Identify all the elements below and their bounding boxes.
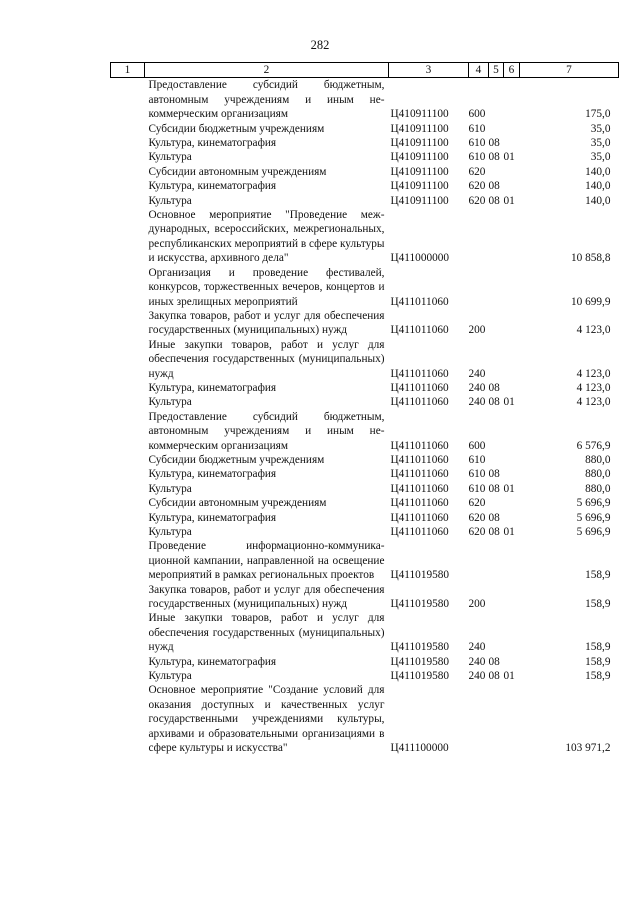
row-description: Культура, кинематография [148, 511, 277, 524]
row-subsection [504, 511, 520, 525]
row-amount: 880,0 [585, 453, 611, 466]
row-expense-type [469, 208, 489, 266]
row-expense-type [469, 683, 489, 755]
row-amount: 880,0 [585, 482, 611, 495]
table-row [111, 482, 619, 496]
cell-empty [111, 410, 145, 453]
row-description: Закупка товаров, работ и услуг для обеспечения государственных (муниципальных) нужд [148, 583, 385, 611]
row-description: Субсидии бюджетным учреждениям [148, 453, 325, 466]
row-code: Ц411019580 [390, 641, 450, 654]
cell-empty [111, 150, 145, 164]
row-description: Основное мероприятие "Создание условий для оказания доступных и качественных услуг государственными учреждениями культуры, архивами и образовательными организациями в сфере культуры и искусства" [148, 684, 385, 755]
row-description: Культура [148, 151, 192, 164]
row-subsection: 01 [503, 194, 515, 207]
row-section [489, 583, 504, 612]
row-amount: 5 696,9 [576, 511, 611, 524]
row-amount: 35,0 [590, 122, 611, 135]
row-amount: 158,9 [585, 641, 611, 654]
row-section [489, 78, 504, 122]
row-description: Предоставление субсидий бюджетным, автономным учреждениям и иным некоммерческим организациям [148, 410, 385, 452]
cell-empty [111, 165, 145, 179]
table-row [111, 496, 619, 510]
row-section [489, 266, 504, 309]
row-code: Ц411019580 [390, 655, 450, 668]
row-code: Ц411011060 [390, 439, 449, 452]
table-row [111, 122, 619, 136]
row-description: Культура, кинематография [148, 180, 277, 193]
row-description: Проведение информационно-коммуникационной кампании, направленной на освещение мероприятий в рамках региональных проектов [148, 540, 385, 582]
header-col-5: 5 [489, 63, 504, 78]
row-amount: 10 699,9 [570, 295, 611, 308]
table-row [111, 179, 619, 193]
row-expense-type: 610 [468, 453, 486, 466]
row-expense-type: 610 [468, 482, 486, 495]
header-row [111, 63, 619, 78]
row-amount: 4 123,0 [576, 396, 611, 409]
row-section [489, 122, 504, 136]
row-subsection: 01 [503, 151, 515, 164]
cell-empty [111, 453, 145, 467]
table-row [111, 583, 619, 612]
table-row [111, 395, 619, 409]
row-amount: 140,0 [585, 194, 611, 207]
row-amount: 10 858,8 [570, 252, 611, 265]
row-code: Ц411011060 [390, 295, 449, 308]
row-section [489, 539, 504, 582]
row-section: 08 [488, 194, 500, 207]
cell-empty [111, 583, 145, 612]
row-expense-type: 620 [468, 497, 486, 510]
table-row [111, 669, 619, 683]
row-subsection: 01 [503, 396, 515, 409]
table-row [111, 309, 619, 338]
row-section: 08 [488, 655, 500, 668]
table-row [111, 150, 619, 164]
row-code: Ц411011060 [390, 453, 449, 466]
row-description: Основное мероприятие "Проведение международных, всероссийских, межрегиональных, республиканских мероприятий в сфере культуры и искусства, архивного дела" [148, 209, 385, 265]
cell-empty [111, 309, 145, 338]
row-description: Культура [148, 670, 192, 683]
row-code: Ц411019580 [390, 670, 450, 683]
row-amount: 35,0 [590, 137, 611, 150]
row-amount: 4 123,0 [576, 381, 611, 394]
table-row [111, 338, 619, 381]
row-section: 08 [488, 482, 500, 495]
row-description: Культура [148, 482, 192, 495]
header-col-3: 3 [389, 63, 469, 78]
row-code: Ц410911100 [390, 165, 449, 178]
table-row [111, 453, 619, 467]
table-row [111, 611, 619, 654]
row-subsection [504, 539, 520, 582]
row-expense-type: 240 [468, 396, 486, 409]
row-amount: 103 971,2 [565, 742, 611, 755]
row-description: Субсидии автономным учреждениям [148, 497, 327, 510]
table-body [111, 78, 619, 756]
row-section: 08 [488, 526, 500, 538]
row-expense-type: 200 [468, 598, 486, 611]
row-expense-type [469, 539, 489, 582]
table-row [111, 511, 619, 525]
cell-empty [111, 194, 145, 208]
row-section [489, 208, 504, 266]
cell-empty [111, 683, 145, 755]
row-subsection [504, 611, 520, 654]
row-amount: 158,9 [585, 670, 611, 683]
row-expense-type: 610 [468, 122, 486, 135]
row-description: Иные закупки товаров, работ и услуг для обеспечения государственных (муниципальных) нужд [148, 338, 385, 380]
table-row [111, 194, 619, 208]
row-code: Ц411019580 [390, 598, 450, 611]
row-subsection [504, 381, 520, 395]
row-subsection [504, 683, 520, 755]
header-col-2: 2 [145, 63, 389, 78]
row-amount: 140,0 [585, 180, 611, 193]
row-section: 08 [488, 396, 500, 409]
row-section [489, 611, 504, 654]
row-subsection [504, 165, 520, 179]
row-subsection [504, 266, 520, 309]
row-section: 08 [488, 151, 500, 164]
row-description: Субсидии автономным учреждениям [148, 165, 327, 178]
row-section: 08 [488, 137, 500, 150]
row-section [489, 309, 504, 338]
row-expense-type: 240 [468, 367, 486, 380]
row-expense-type: 240 [468, 655, 486, 668]
row-section: 08 [488, 511, 500, 524]
row-subsection [504, 208, 520, 266]
row-amount: 158,9 [585, 655, 611, 668]
row-amount: 6 576,9 [576, 439, 611, 452]
row-expense-type: 600 [468, 108, 486, 121]
cell-empty [111, 669, 145, 683]
row-section [489, 410, 504, 453]
cell-empty [111, 78, 145, 122]
table-row [111, 136, 619, 150]
row-code: Ц411011060 [390, 482, 449, 495]
row-subsection [504, 136, 520, 150]
page-number: 282 [310, 38, 330, 52]
row-amount: 175,0 [585, 108, 611, 121]
row-section: 08 [488, 468, 500, 481]
table-row [111, 78, 619, 122]
header-col-4: 4 [469, 63, 489, 78]
row-code: Ц411011060 [390, 381, 449, 394]
cell-empty [111, 467, 145, 481]
row-code: Ц411011060 [390, 367, 449, 380]
budget-table [110, 62, 619, 756]
row-amount: 4 123,0 [576, 367, 611, 380]
cell-empty [111, 511, 145, 525]
row-code: Ц411011060 [390, 324, 449, 337]
table-row [111, 655, 619, 669]
row-description: Культура, кинематография [148, 381, 277, 394]
row-subsection [504, 453, 520, 467]
row-code: Ц410911100 [390, 122, 449, 135]
row-section: 08 [488, 180, 500, 193]
cell-empty [111, 482, 145, 496]
row-description: Культура [148, 194, 192, 207]
row-amount: 158,9 [585, 598, 611, 611]
header-col-1: 1 [111, 63, 145, 78]
cell-empty [111, 122, 145, 136]
row-amount: 5 696,9 [576, 526, 611, 538]
row-subsection [504, 410, 520, 453]
row-section [489, 496, 504, 510]
row-section [489, 683, 504, 755]
row-code: Ц410911100 [390, 194, 449, 207]
row-section: 08 [488, 670, 500, 683]
row-section [489, 165, 504, 179]
row-expense-type: 620 [468, 511, 486, 524]
cell-empty [111, 266, 145, 309]
row-expense-type: 240 [468, 670, 486, 683]
row-amount: 880,0 [585, 468, 611, 481]
row-subsection [504, 655, 520, 669]
row-expense-type: 620 [468, 180, 486, 193]
row-expense-type: 620 [468, 165, 486, 178]
row-code: Ц410911100 [390, 108, 449, 121]
row-description: Субсидии бюджетным учреждениям [148, 122, 325, 135]
row-expense-type: 620 [468, 194, 486, 207]
row-section [489, 453, 504, 467]
row-description: Предоставление субсидий бюджетным, автономным учреждениям и иным некоммерческим организациям [148, 79, 385, 121]
row-amount: 4 123,0 [576, 324, 611, 337]
cell-empty [111, 539, 145, 582]
row-code: Ц411000000 [390, 252, 450, 265]
row-subsection [504, 309, 520, 338]
cell-empty [111, 208, 145, 266]
row-description: Культура [148, 526, 192, 538]
cell-empty [111, 136, 145, 150]
row-code: Ц410911100 [390, 137, 449, 150]
cell-empty [111, 525, 145, 539]
row-subsection [504, 496, 520, 510]
row-description: Организация и проведение фестивалей, конкурсов, торжественных вечеров, концертов и иных зрелищных мероприятий [148, 266, 385, 308]
row-subsection [504, 179, 520, 193]
table-row [111, 410, 619, 453]
row-code: Ц411011060 [390, 526, 449, 538]
cell-empty [111, 381, 145, 395]
row-description: Закупка товаров, работ и услуг для обеспечения государственных (муниципальных) нужд [148, 309, 385, 337]
row-expense-type: 610 [468, 151, 486, 164]
table-row [111, 539, 619, 582]
row-description: Культура, кинематография [148, 655, 277, 668]
row-code: Ц411100000 [390, 742, 449, 755]
row-description: Иные закупки товаров, работ и услуг для обеспечения государственных (муниципальных) нужд [148, 612, 385, 654]
row-section [489, 338, 504, 381]
row-subsection [504, 467, 520, 481]
cell-empty [111, 496, 145, 510]
row-expense-type: 610 [468, 137, 486, 150]
row-section: 08 [488, 381, 500, 394]
header-col-6: 6 [504, 63, 520, 78]
row-amount: 140,0 [585, 165, 611, 178]
row-subsection [504, 122, 520, 136]
row-amount: 5 696,9 [576, 497, 611, 510]
table-row [111, 165, 619, 179]
row-code: Ц410911100 [390, 151, 449, 164]
table-row [111, 266, 619, 309]
cell-empty [111, 338, 145, 381]
row-expense-type: 240 [468, 381, 486, 394]
row-subsection [504, 583, 520, 612]
row-amount: 35,0 [590, 151, 611, 164]
table-row [111, 381, 619, 395]
row-amount: 158,9 [585, 569, 611, 582]
row-subsection [504, 338, 520, 381]
row-description: Культура, кинематография [148, 137, 277, 150]
row-description: Культура, кинематография [148, 468, 277, 481]
row-expense-type: 200 [468, 324, 486, 337]
row-code: Ц411011060 [390, 396, 449, 409]
table-row [111, 208, 619, 266]
row-expense-type [469, 266, 489, 309]
cell-empty [111, 179, 145, 193]
row-code: Ц410911100 [390, 180, 449, 193]
row-subsection: 01 [503, 526, 515, 538]
row-expense-type: 600 [468, 439, 486, 452]
table-row [111, 525, 619, 539]
header-col-7: 7 [520, 63, 619, 78]
row-description: Культура [148, 396, 192, 409]
row-expense-type: 240 [468, 641, 486, 654]
row-expense-type: 610 [468, 468, 486, 481]
row-code: Ц411011060 [390, 468, 449, 481]
row-subsection [504, 78, 520, 122]
cell-empty [111, 395, 145, 409]
table-row [111, 467, 619, 481]
cell-empty [111, 655, 145, 669]
cell-empty [111, 611, 145, 654]
row-expense-type: 620 [468, 526, 486, 538]
table-row [111, 683, 619, 755]
row-subsection: 01 [503, 670, 515, 683]
row-code: Ц411019580 [390, 569, 450, 582]
row-subsection: 01 [503, 482, 515, 495]
row-code: Ц411011060 [390, 511, 449, 524]
row-code: Ц411011060 [390, 497, 449, 510]
